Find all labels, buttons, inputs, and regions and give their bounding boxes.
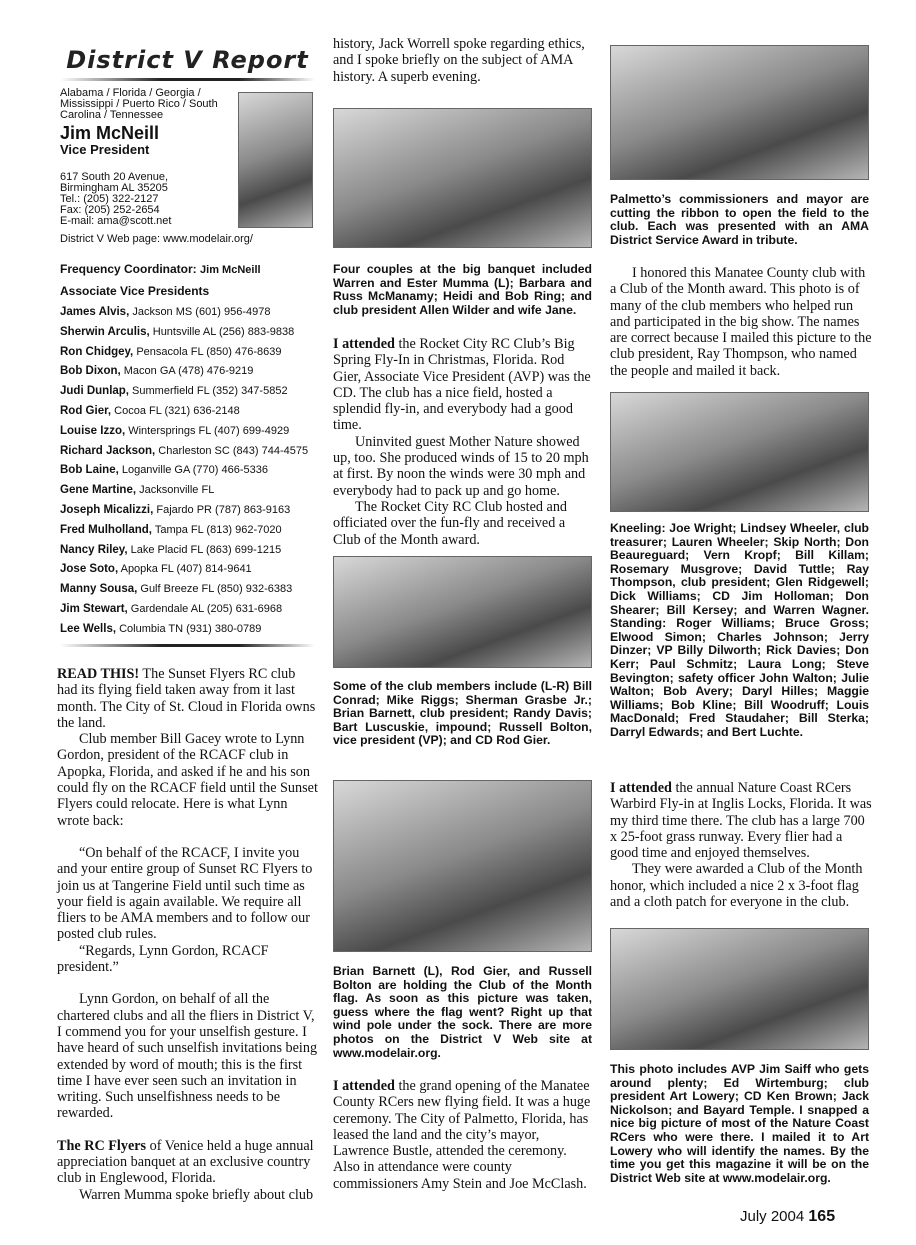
column-2-intro: history, Jack Worrell spoke regarding ethics, and I spoke briefly on the subject of AMA history. A superb evening. <box>333 36 585 85</box>
divider <box>60 78 315 81</box>
avp-list-item <box>60 402 320 422</box>
label: Frequency Coordinator: <box>60 262 197 276</box>
column-3-text <box>610 265 872 379</box>
avp-heading: Associate Vice Presidents <box>60 284 210 298</box>
avp-list <box>60 303 320 640</box>
avp-info: Gardendale AL (205) 631-6968 <box>127 602 283 615</box>
issue-date: July 2004 <box>740 1208 805 1225</box>
paragraph: The Rocket City RC Club hosted and officiated over the fun-fly and received a Club of the Month award. <box>333 498 568 548</box>
column-1-text <box>57 666 319 1203</box>
vp-contact <box>60 172 171 227</box>
text: the Rocket City RC Club’s Big Spring Fly-In in Christmas, Florida. Rod Gier, Associate Vice President (AVP) was the CD. The club has a nice field, hosted a splendid fly-in, and everybody had a good time. <box>333 336 591 434</box>
lead: READ THIS! <box>57 666 140 682</box>
avp-name: Manny Sousa, <box>60 583 138 596</box>
paragraph: They were awarded a Club of the Month honor, which included a nice 2 x 3-foot flag and a cloth patch for everyone in the club. <box>610 861 863 911</box>
avp-list-item <box>60 560 320 580</box>
email: E-mail: ama@scott.net <box>60 215 172 227</box>
web-page: District V Web page: www.modelair.org/ <box>60 233 253 245</box>
avp-name: Joseph Micalizzi, <box>60 503 154 516</box>
avp-info: Cocoa FL (321) 636-2148 <box>111 404 240 417</box>
avp-info: Jackson MS (601) 956-4978 <box>129 306 271 318</box>
paragraph: Lynn Gordon, on behalf of all the chartered clubs and all the fliers in District V, I commend you for your unselfish gesture. I have heard of such unselfish invitations being extended by word of mouth; this is the first time I have ever seen such an invitation in writing. Such unselfishness needs to be rewarded. <box>57 991 318 1122</box>
page-number: 165 <box>808 1208 836 1225</box>
address-line: Birmingham AL 35205 <box>60 182 168 194</box>
avp-list-item <box>60 600 320 620</box>
paragraph: Uninvited guest Mother Nature showed up, too. She produced winds of 15 to 20 mph at first. By noon the winds were 30 mph and everybody had to pack up and go home. <box>333 433 589 499</box>
avp-info: Summerfield FL (352) 347-5852 <box>129 385 288 398</box>
caption: Four couples at the big banquet included Warren and Ester Mumma (L); Barbara and Russ McManamy; Heidi and Bob Ring; and club president Allen Wilder and wife Jane. <box>333 262 592 317</box>
vp-portrait-photo <box>238 92 313 228</box>
avp-info: Macon GA (478) 476-9219 <box>120 365 254 378</box>
avp-name: Judi Dunlap, <box>60 385 129 398</box>
avp-info: Jacksonville FL <box>136 484 215 497</box>
avp-name: Bob Laine, <box>60 464 119 477</box>
avp-info: Lake Placid FL (863) 699-1215 <box>127 543 282 556</box>
lead: I attended <box>610 780 672 796</box>
avp-list-item <box>60 620 320 640</box>
caption: Some of the club members include (L-R) Bill Conrad; Mike Riggs; Sherman Grasbe Jr.; Brian Barnett, club president; Randy Davis; Bart Luscuskie, impound; Russell Bolton, vice president (VP); and CD Rod Gier. <box>333 679 592 748</box>
avp-name: Ron Chidgey, <box>60 345 134 358</box>
caption: Kneeling: Joe Wright; Lindsey Wheeler, club treasurer; Lauren Wheeler; Skip North; Don Beaureguard; Vern Kropf; Bill Killam; Rosemary Musgrove; David Tuttle; Ray Thompson, club president; Glen Ridgewell; Dick Williams; CD Jim Holloman; Don Shearer; Bill Kersey; and Warren Wagner. Standing: Roger Williams; Bruce Gross; Elwood Simon; Charles Johnson; Jerry Dinzer; VP Billy Dilworth; Rick Davies; Don Kerr; Paul Schmitz; Laura Long; Steve Bevington; safety officer John Walton; Julie Walton; Bob Avery; Daryl Hilles; Maggie Williams; Bob Kline; Bill Woodruff; Louis MacDonald; Fred Staudaher; Bill Sterka; Darryl Edwards; and Bert Luchte. <box>610 521 869 739</box>
avp-name: Rod Gier, <box>60 404 112 417</box>
vp-name: Jim McNeill <box>60 123 160 143</box>
avp-info: Charleston SC (843) 744-4575 <box>155 444 309 457</box>
lead: I attended <box>333 336 395 352</box>
paragraph: Warren Mumma spoke briefly about club <box>79 1186 314 1203</box>
avp-name: Jim Stewart, <box>60 602 128 615</box>
avp-name: Bob Dixon, <box>60 365 121 378</box>
avp-info: Columbia TN (931) 380-0789 <box>116 622 262 635</box>
avp-info: Pensacola FL (850) 476-8639 <box>133 345 282 358</box>
warbird-flyin-photo <box>610 928 869 1050</box>
phone: Tel.: (205) 322-2127 <box>60 193 159 205</box>
banquet-photo <box>333 108 592 248</box>
address-line: 617 South 20 Avenue, <box>60 171 169 183</box>
paragraph: Club member Bill Gacey wrote to Lynn Gordon, president of the RCACF club in Apopka, Florida, and asked if he and his son could fly on the RCACF field until the Sunset Flyers could relocate. Here is what Lynn wrote back: <box>57 731 318 829</box>
avp-info: Loganville GA (770) 466-5336 <box>118 464 268 477</box>
avp-info: Tampa FL (813) 962-7020 <box>152 523 282 536</box>
avp-name: Lee Wells, <box>60 622 117 635</box>
club-members-photo <box>333 556 592 668</box>
avp-list-item <box>60 362 320 382</box>
avp-list-item <box>60 422 320 442</box>
avp-list-item <box>60 521 320 541</box>
page-footer <box>740 1208 835 1226</box>
avp-name: Jose Soto, <box>60 563 119 576</box>
text: of Venice held a huge annual appreciation banquet at an exclusive country club in Englewood, Florida. <box>57 1137 314 1187</box>
column-3-text-2 <box>610 780 872 910</box>
vp-block <box>60 124 159 157</box>
column-2-text-2 <box>333 1078 595 1192</box>
avp-list-item <box>60 343 320 363</box>
district-states: Alabama / Florida / Georgia / Mississippi / Puerto Rico / South Carolina / Tennessee <box>60 87 218 121</box>
paragraph: “Regards, Lynn Gordon, RCACF president.” <box>57 942 269 976</box>
avp-info: Wintersprings FL (407) 699-4929 <box>125 424 290 437</box>
caption: Palmetto’s commissioners and mayor are cutting the ribbon to open the field to the club. Each was presented with an AMA District Service Award in tribute. <box>610 192 869 247</box>
lead: I attended <box>333 1078 395 1094</box>
caption: This photo includes AVP Jim Saiff who gets around plenty; Ed Wirtemburg; club president Art Lowery; CD Ken Brown; Jack Nickolson; and Bayard Temple. I snapped a nice big picture of most of the Nature Coast RCers who were there. I mailed it to Art Lowery who will identify the names. By the time you get this magazine it will be on the District Web site at www.modelair.org. <box>610 1062 869 1185</box>
paragraph: I honored this Manatee County club with a Club of the Month award. This photo is of many of the club members who helped run and participated in the big show. The names are correct because I mailed this picture to the club president, Ray Thompson, who named the people and mailed it back. <box>610 265 872 379</box>
avp-info: Huntsville AL (256) 883-9838 <box>149 325 295 338</box>
avp-list-item <box>60 541 320 561</box>
avp-list-item <box>60 501 320 521</box>
group-photo <box>610 392 869 512</box>
avp-info: Fajardo PR (787) 863-9163 <box>153 503 291 516</box>
avp-list-item <box>60 303 320 323</box>
paragraph: “On behalf of the RCACF, I invite you and your entire group of Sunset RC Flyers to join us at Tangerine Field until such time as your field is again available. We require all fliers to be AMA members and to follow our posted club rules. <box>57 844 313 943</box>
text: The Sunset Flyers RC club had its flying field taken away from it last month. The City of St. Cloud in Florida owns the land. <box>57 666 316 731</box>
text: the annual Nature Coast RCers Warbird Fly-in at Inglis Locks, Florida. It was my third time there. The club has a large 700 x 25-foot grass runway. Every flier had a good time and enjoyed themselves. <box>610 780 872 862</box>
avp-list-item <box>60 461 320 481</box>
avp-info: Apopka FL (407) 814-9641 <box>118 563 252 576</box>
avp-name: James Alvis, <box>60 306 130 318</box>
avp-list-item <box>60 382 320 402</box>
caption: Brian Barnett (L), Rod Gier, and Russell Bolton are holding the Club of the Month flag. As soon as this picture was taken, guess where the flag went? Right up that wind pole under the sock. There are more photos on the District V Web site at www.modelair.org. <box>333 964 592 1060</box>
avp-list-item <box>60 580 320 600</box>
text: the grand opening of the Manatee County RCers new flying field. It was a huge ceremony. The City of Palmetto, Florida, has leased the land and the city’s mayor, Lawrence Bustle, attended the ceremony. Also in attendance were county commissioners Amy Stein and Joe McClash. <box>333 1078 591 1192</box>
avp-info: Gulf Breeze FL (850) 932-6383 <box>137 583 293 596</box>
avp-name: Gene Martine, <box>60 484 137 497</box>
vp-role: Vice President <box>60 142 150 157</box>
avp-name: Richard Jackson, <box>60 444 156 457</box>
avp-name: Fred Mulholland, <box>60 523 152 536</box>
value: Jim McNeill <box>200 264 261 276</box>
avp-name: Nancy Riley, <box>60 543 128 556</box>
frequency-coordinator <box>60 262 261 276</box>
avp-name: Sherwin Arculis, <box>60 325 150 338</box>
ribbon-cutting-photo <box>610 45 869 180</box>
divider <box>60 644 315 647</box>
lead: The RC Flyers <box>57 1137 147 1154</box>
page-title: District V Report <box>66 46 309 74</box>
avp-list-item <box>60 481 320 501</box>
column-2-text <box>333 336 595 548</box>
avp-list-item <box>60 442 320 462</box>
avp-list-item <box>60 323 320 343</box>
avp-name: Louise Izzo, <box>60 424 126 437</box>
flag-photo <box>333 780 592 952</box>
fax: Fax: (205) 252-2654 <box>60 204 160 216</box>
